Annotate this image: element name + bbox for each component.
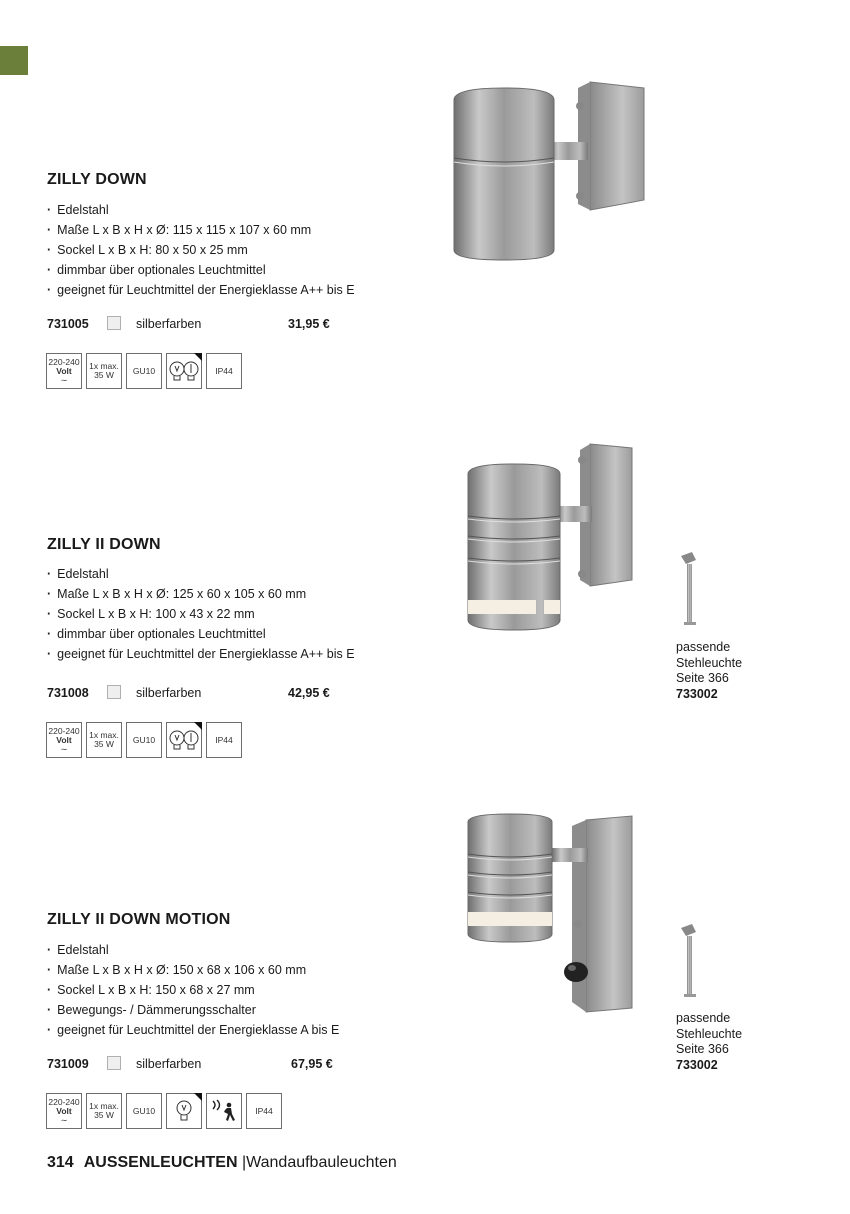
price: 31,95 € <box>288 317 330 331</box>
socket-icon: GU10 <box>126 722 162 758</box>
article-number: 731009 <box>47 1057 89 1071</box>
floor-lamp-thumbnail <box>678 550 702 626</box>
ip-rating-icon: IP44 <box>246 1093 282 1129</box>
product-title: ZILLY DOWN <box>47 171 147 188</box>
price: 67,95 € <box>291 1057 333 1071</box>
voltage-icon: 220-240 Volt ∼ <box>46 353 82 389</box>
voltage-icon: 220-240 Volt ∼ <box>46 1093 82 1129</box>
side-article-number: 733002 <box>676 686 718 701</box>
section-title: AUSSENLEUCHTEN <box>83 1154 238 1171</box>
spec-item: · Sockel L x B x H: 150 x 68 x 27 mm <box>47 980 339 1000</box>
side-note: passende <box>676 640 731 654</box>
product-specs <box>47 940 339 1040</box>
side-note: Stehleuchte <box>676 655 743 670</box>
spec-item: · Maße L x B x H x Ø: 150 x 68 x 106 x 60 mm <box>47 960 339 980</box>
voltage-icon: 220-240 Volt ∼ <box>46 722 82 758</box>
spec-item: · Edelstahl <box>47 940 339 960</box>
product-title: ZILLY II DOWN <box>47 536 161 553</box>
socket-icon: GU10 <box>126 353 162 389</box>
dimmable-bulb-icon <box>166 722 202 758</box>
floor-lamp-thumbnail <box>678 922 702 998</box>
chapter-tab <box>0 46 28 75</box>
side-page-ref: Seite 366 <box>676 1042 729 1056</box>
spec-item: · geeignet für Leuchtmittel der Energieklasse A bis E <box>47 1020 339 1040</box>
article-number: 731008 <box>47 686 89 700</box>
footer-separator: | <box>241 1154 247 1171</box>
color-name: silberfarben <box>136 1057 202 1071</box>
matching-floor-lamp <box>676 1011 742 1073</box>
product-specs <box>47 564 355 664</box>
spec-item: · geeignet für Leuchtmittel der Energieklasse A++ bis E <box>47 644 355 664</box>
wattage-icon: 1x max. 35 W <box>86 1093 122 1129</box>
side-note: passende <box>676 1011 731 1025</box>
side-page-ref: Seite 366 <box>676 671 729 685</box>
spec-item: · Bewegungs- / Dämmerungsschalter <box>47 1000 339 1020</box>
product-specs <box>47 200 355 300</box>
price: 42,95 € <box>288 686 330 700</box>
article-number: 731005 <box>47 317 89 331</box>
color-swatch <box>107 1056 121 1070</box>
page-footer <box>47 1154 397 1172</box>
feature-icons <box>46 722 242 758</box>
spec-item: · Edelstahl <box>47 564 355 584</box>
subsection-title: Wandaufbauleuchten <box>246 1154 397 1171</box>
spec-item: · Sockel L x B x H: 100 x 43 x 22 mm <box>47 604 355 624</box>
product-photo <box>448 78 648 263</box>
color-swatch <box>107 316 121 330</box>
spec-item: · Sockel L x B x H: 80 x 50 x 25 mm <box>47 240 355 260</box>
page-number: 314 <box>47 1154 74 1171</box>
bulb-icon <box>166 1093 202 1129</box>
feature-icons <box>46 1093 282 1129</box>
dimmable-bulb-icon <box>166 353 202 389</box>
wattage-icon: 1x max. 35 W <box>86 722 122 758</box>
side-article-number: 733002 <box>676 1057 718 1072</box>
side-note: Stehleuchte <box>676 1026 743 1041</box>
spec-item: · dimmbar über optionales Leuchtmittel <box>47 624 355 644</box>
socket-icon: GU10 <box>126 1093 162 1129</box>
spec-item: · Maße L x B x H x Ø: 115 x 115 x 107 x 60 mm <box>47 220 355 240</box>
matching-floor-lamp <box>676 640 742 702</box>
ip-rating-icon: IP44 <box>206 353 242 389</box>
spec-item: · Maße L x B x H x Ø: 125 x 60 x 105 x 60 mm <box>47 584 355 604</box>
wattage-icon: 1x max. 35 W <box>86 353 122 389</box>
product-photo <box>460 812 640 1018</box>
color-name: silberfarben <box>136 317 202 331</box>
color-name: silberfarben <box>136 686 202 700</box>
motion-sensor-icon <box>206 1093 242 1129</box>
color-swatch <box>107 685 121 699</box>
spec-item: · dimmbar über optionales Leuchtmittel <box>47 260 355 280</box>
spec-item: · geeignet für Leuchtmittel der Energieklasse A++ bis E <box>47 280 355 300</box>
spec-item: · Edelstahl <box>47 200 355 220</box>
ip-rating-icon: IP44 <box>206 722 242 758</box>
product-title: ZILLY II DOWN MOTION <box>47 911 231 928</box>
feature-icons <box>46 353 242 389</box>
product-photo <box>460 440 640 635</box>
